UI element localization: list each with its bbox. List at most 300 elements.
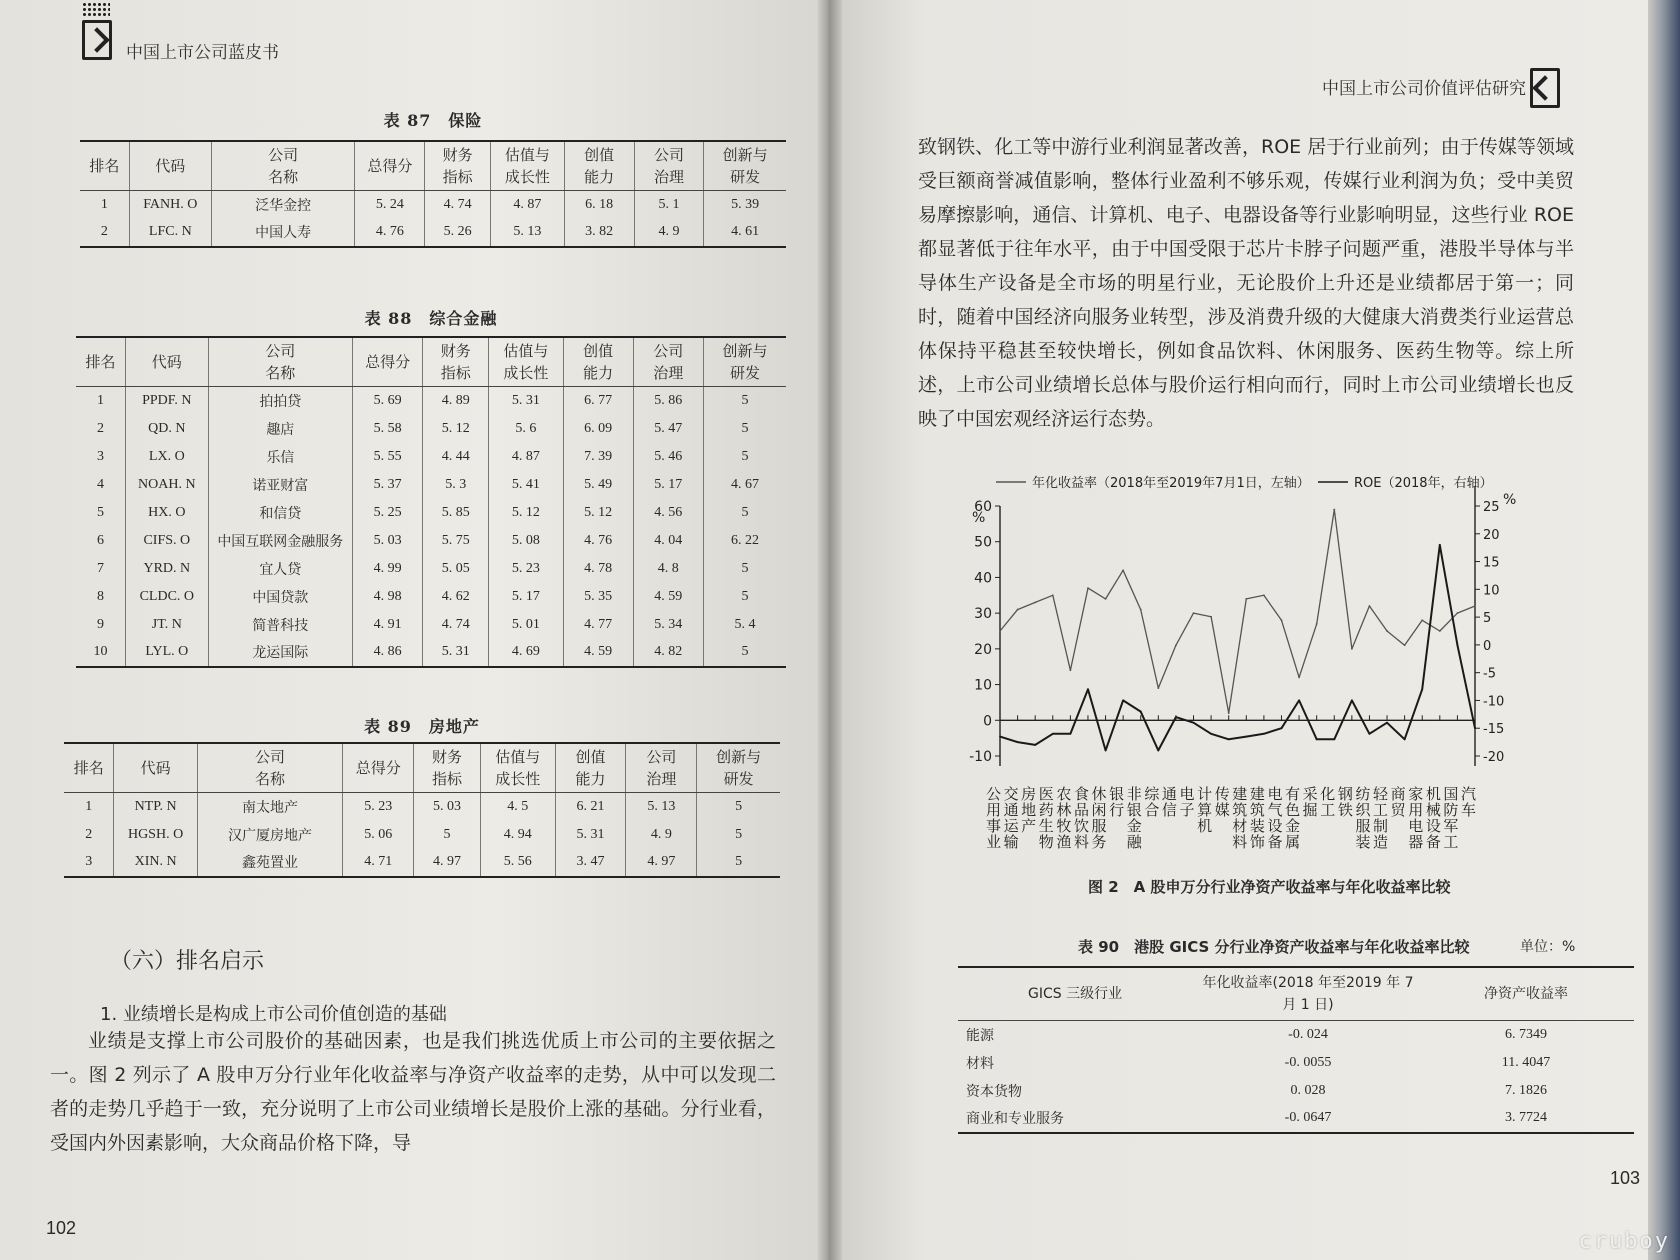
- table-cell: 5. 03: [353, 527, 423, 555]
- table-cell: 4. 89: [423, 387, 489, 415]
- right-running-head: 中国上市公司价值评估研究: [1322, 79, 1526, 98]
- y-right-tick-label: -15: [1483, 722, 1505, 738]
- table-cell: 5. 26: [425, 219, 491, 247]
- column-header: [697, 743, 780, 793]
- table-cell: 5: [703, 639, 786, 667]
- column-header-line: 能力: [583, 364, 614, 382]
- table-row: [64, 849, 780, 877]
- table-cell: 11. 4047: [1501, 1054, 1551, 1070]
- table-cell: 泛华金控: [211, 191, 355, 219]
- table-row: [76, 415, 786, 443]
- y-right-tick-label: 10: [1483, 583, 1500, 599]
- table-cell: 宜人贷: [208, 555, 352, 583]
- x-tick-label: 公用事业: [984, 786, 1002, 850]
- table-cell: 4. 97: [414, 849, 481, 877]
- table-cell: 5: [703, 499, 786, 527]
- t90-header-return: 年化收益率(2018 年至2019 年 7 月 1 日): [1198, 967, 1418, 1021]
- series-line-roe: [1000, 545, 1475, 751]
- point-roe: [1316, 738, 1318, 740]
- column-header-line: 治理: [653, 364, 684, 382]
- y-right-tick-label: -20: [1483, 750, 1505, 765]
- header-dots-ornament: [82, 2, 110, 16]
- table-cell: 5: [697, 793, 780, 821]
- point-roe: [1333, 738, 1335, 740]
- column-header-line: 代码: [155, 157, 186, 175]
- point-annual-return: [1421, 619, 1423, 621]
- column-header: [634, 141, 704, 191]
- column-header: [353, 337, 423, 387]
- column-header-line: 研发: [730, 168, 761, 186]
- column-header-line: 总得分: [365, 353, 411, 371]
- x-tick-label: 计算机: [1195, 786, 1214, 834]
- table-cell: 1: [85, 798, 93, 814]
- table-row: [76, 471, 786, 499]
- column-header-line: 指标: [442, 168, 473, 186]
- point-roe: [1474, 727, 1476, 729]
- table90-unit: 单位：%: [1520, 939, 1576, 955]
- point-roe: [1087, 688, 1089, 690]
- table-cell: 6. 77: [563, 387, 633, 415]
- column-header: [355, 141, 425, 191]
- column-header: [563, 337, 633, 387]
- column-header-line: 指标: [431, 770, 462, 788]
- table-cell: 5. 6: [489, 415, 563, 443]
- y-left-tick-label: 60: [974, 499, 992, 515]
- table-cell: 4. 82: [633, 639, 703, 667]
- table-cell: 5. 41: [489, 471, 563, 499]
- column-header-line: 能力: [575, 770, 606, 788]
- column-header-line: 代码: [140, 759, 171, 777]
- table-cell: 3. 47: [555, 849, 626, 877]
- y-right-tick-label: -10: [1483, 694, 1505, 710]
- point-roe: [1281, 727, 1283, 729]
- table-cell: 5. 12: [563, 499, 633, 527]
- table-cell: 5. 35: [563, 583, 633, 611]
- table-cell: 7. 39: [563, 443, 633, 471]
- table-cell: 6. 7349: [1505, 1026, 1547, 1042]
- table-cell: NOAH. N: [126, 471, 209, 499]
- table-cell: 5. 13: [626, 793, 697, 821]
- column-header: [633, 337, 703, 387]
- y-left-tick-label: 50: [974, 534, 992, 551]
- table-cell: 中国互联网金融服务: [208, 527, 352, 555]
- table-cell: 资本货物: [966, 1083, 1022, 1100]
- y-left-tick-label: 0: [983, 713, 992, 730]
- y-right-tick-label: 0: [1483, 638, 1492, 654]
- y-right-tick-label: 15: [1483, 555, 1500, 571]
- table-cell: 4. 69: [489, 639, 563, 667]
- column-header: [114, 743, 197, 793]
- table-cell: 和信贷: [208, 499, 352, 527]
- column-header: [480, 743, 555, 793]
- table-cell: 4. 59: [633, 583, 703, 611]
- point-roe: [1052, 733, 1054, 735]
- left-body-paragraph: 业绩是支撑上市公司股价的基础因素，也是我们挑选优质上市公司的主要依据之一。图 2 列示了 A 股申万分行业年化收益率与净资产收益率的走势，从中可以发现二者的走势几乎趋于一致，充分说明了上市公司业绩增长是股价上涨的基础。分行业看，受国内外因素影响，大众商品价格下降，导: [50, 1030, 776, 1154]
- column-header-line: 创新与: [716, 748, 762, 766]
- table-cell: 10: [76, 639, 126, 667]
- table-cell: 中国人寿: [211, 219, 355, 247]
- column-header-line: 研发: [729, 364, 760, 382]
- point-annual-return: [1281, 619, 1283, 621]
- column-header-line: 代码: [151, 353, 182, 371]
- x-tick-label: 汽车: [1459, 786, 1477, 818]
- point-annual-return: [1386, 630, 1388, 632]
- point-annual-return: [1052, 594, 1054, 596]
- table-cell: 4. 9: [626, 821, 697, 849]
- point-roe: [1351, 700, 1353, 702]
- point-roe: [1122, 700, 1124, 702]
- page-edge: [1648, 0, 1680, 1260]
- table-row: [76, 611, 786, 639]
- table-row: [958, 1105, 1634, 1133]
- table-cell: 4. 71: [343, 849, 414, 877]
- table-cell: 5. 31: [489, 387, 563, 415]
- table-cell: 5. 85: [423, 499, 489, 527]
- x-tick-label: 银行: [1107, 786, 1126, 818]
- table-cell: FANH. O: [129, 191, 211, 219]
- table-title: 表 89 房地产: [364, 717, 480, 736]
- table-cell: PPDF. N: [126, 387, 209, 415]
- table-cell: 趣店: [208, 415, 352, 443]
- series-line-annual-return: [1000, 510, 1475, 713]
- column-header-line: 公司: [265, 342, 296, 360]
- book-gutter: [818, 0, 842, 1260]
- point-roe: [1017, 741, 1019, 743]
- book-logo-icon: [82, 20, 112, 60]
- watermark: cruboy: [1578, 1229, 1670, 1254]
- table-cell: 4. 56: [633, 499, 703, 527]
- t90-body: [958, 1021, 1634, 1133]
- point-roe: [1034, 744, 1036, 746]
- x-tick-label: 综合: [1142, 786, 1161, 818]
- table-cell: 龙运国际: [208, 639, 352, 667]
- point-annual-return: [1122, 569, 1124, 571]
- point-annual-return: [1316, 623, 1318, 625]
- table-cell: -0. 024: [1288, 1026, 1328, 1042]
- table-cell: 5. 12: [489, 499, 563, 527]
- table-row: [80, 219, 786, 247]
- table-cell: 5. 01: [489, 611, 563, 639]
- point-roe: [1386, 722, 1388, 724]
- x-tick-label: 休闲服务: [1089, 786, 1108, 850]
- column-header-line: 排名: [89, 157, 120, 175]
- x-tick-label: 非银金融: [1124, 786, 1143, 850]
- table-row: [80, 191, 786, 219]
- table-row: [76, 583, 786, 611]
- table-cell: 2: [97, 420, 105, 436]
- table-cell: 2: [85, 826, 93, 842]
- table-cell: 5. 3: [423, 471, 489, 499]
- y-left-tick-label: 20: [974, 641, 992, 658]
- x-tick-label: 房地产: [1019, 786, 1038, 834]
- table-cell: 4. 74: [423, 611, 489, 639]
- point-roe: [1404, 738, 1406, 740]
- table-cell: 5: [703, 415, 786, 443]
- table-cell: 5. 46: [633, 443, 703, 471]
- table-cell: 1: [97, 392, 105, 408]
- table-cell: 4: [97, 476, 105, 492]
- table-cell: 8: [97, 588, 105, 604]
- table-cell: 5. 69: [353, 387, 423, 415]
- table-cell: 3: [64, 849, 114, 877]
- y-right-tick-label: 25: [1483, 500, 1500, 515]
- table-cell: XIN. N: [114, 849, 197, 877]
- table-cell: 5. 56: [480, 849, 555, 877]
- table-row: [76, 555, 786, 583]
- table-cell: 7. 1826: [1505, 1082, 1547, 1098]
- table-cell: 5: [697, 849, 780, 877]
- point-roe: [1105, 750, 1107, 752]
- table-cell: 乐信: [208, 443, 352, 471]
- table-cell: 4. 86: [353, 639, 423, 667]
- right-page-number: 103: [1610, 1168, 1641, 1188]
- table-cell: 6. 18: [564, 191, 634, 219]
- column-header: [423, 337, 489, 387]
- column-header-line: 创值: [575, 748, 606, 766]
- x-tick-label: 有色金属: [1283, 786, 1302, 850]
- column-header-line: 公司: [653, 146, 684, 164]
- table-cell: 5. 17: [633, 471, 703, 499]
- column-header-line: 财务: [440, 342, 471, 360]
- table-cell: -0. 0055: [1284, 1054, 1332, 1070]
- column-header-line: 名称: [255, 770, 286, 788]
- table-cell: YRD. N: [126, 555, 209, 583]
- left-page-number: 102: [46, 1218, 77, 1238]
- table-row: [958, 1021, 1634, 1049]
- column-header-line: 公司: [653, 342, 684, 360]
- column-header: [703, 337, 786, 387]
- table-cell: 4. 9: [634, 219, 704, 247]
- table-cell: 5: [703, 387, 786, 415]
- x-tick-label: 农林牧渔: [1054, 786, 1073, 850]
- table-cell: 南太地产: [197, 793, 343, 821]
- table90: [958, 966, 1634, 1134]
- table-cell: 4. 61: [704, 219, 786, 247]
- table-cell: 4. 62: [423, 583, 489, 611]
- table-cell: 4. 77: [563, 611, 633, 639]
- column-header-line: 财务: [442, 146, 473, 164]
- table-cell: 5. 1: [634, 191, 704, 219]
- point-annual-return: [1474, 605, 1476, 607]
- table-cell: 4. 8: [633, 555, 703, 583]
- y-right-tick-label: 20: [1483, 527, 1500, 543]
- table-cell: 4. 98: [353, 583, 423, 611]
- column-header: [76, 337, 126, 387]
- y-left-tick-label: -10: [969, 749, 992, 765]
- point-annual-return: [1439, 630, 1441, 632]
- column-header-line: 财务: [431, 748, 462, 766]
- point-annual-return: [1069, 669, 1071, 671]
- table90-title: 表 90 港股 GICS 分行业净资产收益率与年化收益率比较: [1078, 938, 1470, 956]
- column-header: [80, 141, 129, 191]
- table-cell: HGSH. O: [114, 821, 197, 849]
- table-row: [958, 1077, 1634, 1105]
- point-annual-return: [1298, 677, 1300, 679]
- ranking-table: [76, 336, 786, 668]
- point-roe: [1175, 716, 1177, 718]
- x-tick-label: 建筑装饰: [1247, 786, 1266, 850]
- point-roe: [1193, 722, 1195, 724]
- x-tick-label: 食品饮料: [1071, 786, 1090, 850]
- column-header-line: 治理: [653, 168, 684, 186]
- column-header: [126, 337, 209, 387]
- column-header: [564, 141, 634, 191]
- table-cell: 4. 78: [563, 555, 633, 583]
- y-left-tick-label: 40: [974, 570, 992, 587]
- x-tick-label: 机械设备: [1423, 786, 1442, 850]
- column-header-line: 公司: [255, 748, 286, 766]
- point-annual-return: [1157, 687, 1159, 689]
- y-left-tick-label: 10: [974, 677, 992, 694]
- column-header-line: 成长性: [495, 770, 541, 788]
- column-header-line: 指标: [440, 364, 471, 382]
- table-row: [76, 443, 786, 471]
- table-cell: 4. 04: [633, 527, 703, 555]
- table-cell: 5. 4: [703, 611, 786, 639]
- point-annual-return: [1087, 587, 1089, 589]
- point-annual-return: [1175, 644, 1177, 646]
- point-roe: [1421, 688, 1423, 690]
- x-tick-label: 家用电器: [1406, 786, 1425, 850]
- column-header-line: 公司: [646, 748, 677, 766]
- table-cell: LX. O: [126, 443, 209, 471]
- column-header: [555, 743, 626, 793]
- point-annual-return: [999, 630, 1001, 632]
- point-annual-return: [1193, 612, 1195, 614]
- table-cell: 5: [414, 821, 481, 849]
- y-left-tick-label: 30: [974, 606, 992, 623]
- table-cell: 5. 58: [353, 415, 423, 443]
- table-cell: HX. O: [126, 499, 209, 527]
- y-left-axis-label: %: [972, 510, 986, 526]
- point-annual-return: [1369, 605, 1371, 607]
- column-header-line: 创新与: [722, 146, 768, 164]
- x-tick-label: 钢铁: [1335, 786, 1354, 818]
- table-cell: 5. 03: [414, 793, 481, 821]
- table-cell: 4. 94: [480, 821, 555, 849]
- point-roe: [1140, 711, 1142, 713]
- table-cell: CLDC. O: [126, 583, 209, 611]
- x-tick-label: 化工: [1318, 786, 1337, 818]
- y-right-tick-label: -5: [1483, 666, 1496, 682]
- table-cell: 5: [697, 821, 780, 849]
- table-cell: 5. 86: [633, 387, 703, 415]
- point-annual-return: [1105, 598, 1107, 600]
- x-tick-label: 医药生物: [1036, 786, 1055, 850]
- point-annual-return: [1351, 648, 1353, 650]
- point-roe: [1228, 738, 1230, 740]
- column-header-line: 创值: [583, 342, 614, 360]
- table-cell: 4. 44: [423, 443, 489, 471]
- point-annual-return: [1017, 609, 1019, 611]
- point-annual-return: [1034, 602, 1036, 604]
- table-cell: 5. 37: [353, 471, 423, 499]
- t90-header-industry: GICS 三级行业: [958, 967, 1198, 1021]
- table-cell: LFC. N: [129, 219, 211, 247]
- table-row: [958, 1049, 1634, 1077]
- column-header-line: 公司: [268, 146, 299, 164]
- table-cell: 4. 74: [425, 191, 491, 219]
- x-tick-label: 商贸: [1388, 786, 1407, 818]
- table-cell: 5. 08: [489, 527, 563, 555]
- table-cell: 6. 22: [703, 527, 786, 555]
- table-cell: NTP. N: [114, 793, 197, 821]
- column-header-line: 研发: [723, 770, 754, 788]
- point-roe: [1369, 733, 1371, 735]
- column-header-line: 排名: [73, 759, 104, 777]
- point-roe: [1298, 700, 1300, 702]
- table-cell: 6. 21: [555, 793, 626, 821]
- table-row: [64, 821, 780, 849]
- x-tick-label: 国防军工: [1441, 786, 1460, 850]
- legend-label-roe: ROE（2018年，右轴）: [1354, 476, 1493, 491]
- column-header-line: 总得分: [355, 759, 401, 777]
- sub-heading: 1. 业绩增长是构成上市公司价值创造的基础: [100, 1004, 447, 1025]
- table-cell: 4. 87: [490, 191, 564, 219]
- column-header: [489, 337, 563, 387]
- column-header: [343, 743, 414, 793]
- table-row: [76, 387, 786, 415]
- table-cell: -0. 0647: [1198, 1105, 1418, 1133]
- table-cell: 5: [703, 443, 786, 471]
- point-roe: [1069, 733, 1071, 735]
- column-header: [208, 337, 352, 387]
- x-tick-label: 交通运输: [1001, 786, 1020, 850]
- table-cell: 材料: [966, 1055, 994, 1072]
- column-header: [490, 141, 564, 191]
- table-cell: 5. 25: [353, 499, 423, 527]
- table-cell: 5. 49: [563, 471, 633, 499]
- table-cell: 5. 06: [343, 821, 414, 849]
- x-tick-label: 纺织服装: [1353, 786, 1372, 850]
- table-cell: 4. 59: [563, 639, 633, 667]
- table-cell: 汉广厦房地产: [197, 821, 343, 849]
- point-annual-return: [1140, 609, 1142, 611]
- x-tick-label: 建筑材料: [1230, 786, 1249, 850]
- point-annual-return: [1333, 509, 1335, 511]
- y-right-tick-label: 5: [1483, 611, 1492, 627]
- point-roe: [1157, 750, 1159, 752]
- column-header-line: 估值与: [503, 342, 549, 360]
- figure-caption: 图 2 A 股申万分行业净资产收益率与年化收益率比较: [1088, 878, 1451, 896]
- table-row: [76, 639, 786, 667]
- table-cell: 5. 05: [423, 555, 489, 583]
- column-header: [704, 141, 786, 191]
- legend-label-return: 年化收益率（2018年至2019年7月1日，左轴）: [1032, 476, 1310, 491]
- table-cell: 6. 09: [563, 415, 633, 443]
- table-cell: 9: [97, 616, 105, 632]
- t90-header-roe: 净资产收益率: [1418, 967, 1634, 1021]
- table-cell: 5: [703, 583, 786, 611]
- table-title: 表 88 综合金融: [364, 309, 498, 328]
- point-annual-return: [1210, 616, 1212, 618]
- ranking-table: [64, 742, 780, 878]
- table-cell: 3. 82: [564, 219, 634, 247]
- book-logo-icon-right: [1530, 68, 1560, 108]
- x-tick-label: 采掘: [1300, 786, 1319, 818]
- table-cell: CIFS. O: [126, 527, 209, 555]
- column-header-line: 能力: [584, 168, 615, 186]
- table-cell: 4. 5: [480, 793, 555, 821]
- table-cell: JT. N: [126, 611, 209, 639]
- ranking-table: [80, 140, 786, 248]
- table-cell: QD. N: [126, 415, 209, 443]
- y-right-axis-label: %: [1503, 492, 1517, 508]
- table-cell: 5. 23: [343, 793, 414, 821]
- table-cell: 5. 17: [489, 583, 563, 611]
- table-cell: 5. 55: [353, 443, 423, 471]
- column-header: [626, 743, 697, 793]
